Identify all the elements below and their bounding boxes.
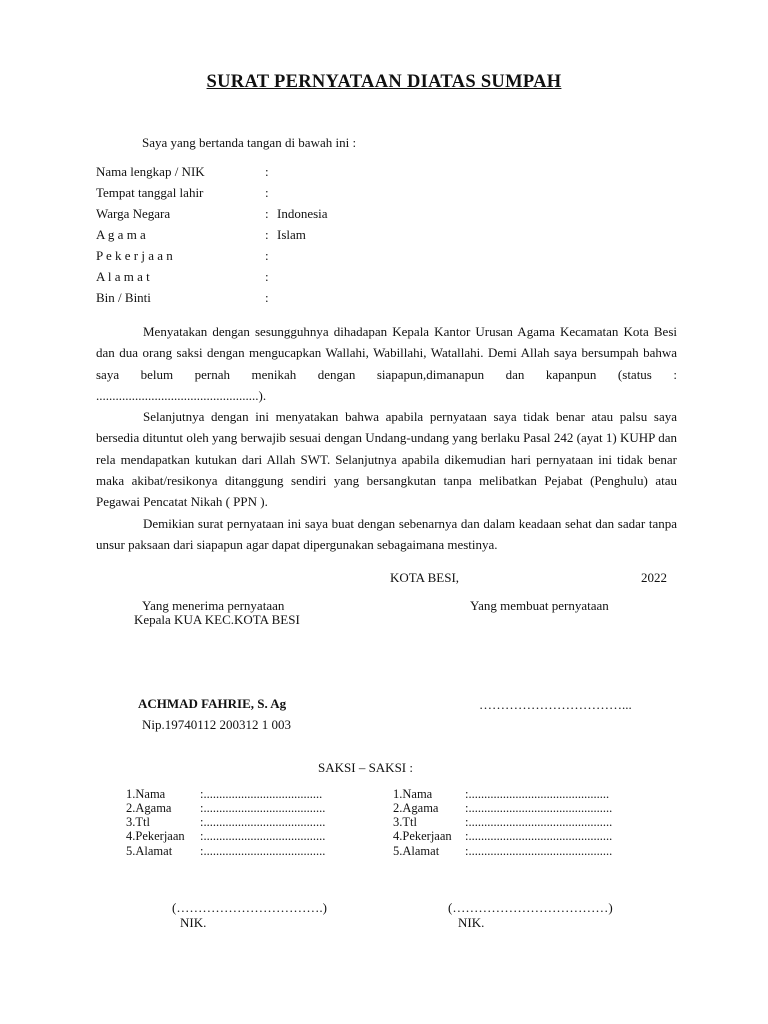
field-colon: : <box>265 290 269 305</box>
document-title: SURAT PERNYATAAN DIATAS SUMPAH <box>206 72 562 92</box>
field-colon: : <box>265 269 269 284</box>
witness-left-label-pekerjaan: 4.Pekerjaan <box>126 829 185 843</box>
witness-right-value-ttl: :.............................................. <box>465 815 613 829</box>
witness-left-label-agama: 2.Agama <box>126 801 172 815</box>
witness-right-value-nama: :............................................. <box>465 787 610 801</box>
witness-right-label-nama: 1.Nama <box>393 787 433 801</box>
witness-left-value-pekerjaan: :....................................... <box>200 829 326 843</box>
place-label: KOTA BESI, <box>390 570 460 585</box>
witness-left-value-ttl: :....................................... <box>200 815 326 829</box>
field-value-agama: Islam <box>277 227 306 242</box>
maker-heading: Yang membuat pernyataan <box>470 598 609 613</box>
field-value-warga-negara: Indonesia <box>277 206 328 221</box>
witness-left-value-nama: :...................................... <box>200 787 323 801</box>
field-label-pekerjaan: P e k e r j a a n <box>96 248 173 263</box>
witness-right-label-pekerjaan: 4.Pekerjaan <box>393 829 452 843</box>
field-colon: : <box>265 227 269 242</box>
witness-left-label-alamat: 5.Alamat <box>126 844 173 858</box>
witness-right-label-agama: 2.Agama <box>393 801 439 815</box>
witness-left-label-ttl: 3.Ttl <box>126 815 150 829</box>
field-colon: : <box>265 248 269 263</box>
closing-paragraph: Demikian surat pernyataan ini saya buat dengan sebenarnya dan dalam keadaan sehat dan sadar tanpa unsur paksaan dari siapapun agar dapat dipergunakan sebagaimana mestinya. <box>96 516 677 553</box>
witness-right-value-pekerjaan: :.............................................. <box>465 829 613 843</box>
field-label-warga-negara: Warga Negara <box>96 206 171 221</box>
receiver-nip: Nip.19740112 200312 1 003 <box>142 717 292 732</box>
witness-left-label-nama: 1.Nama <box>126 787 166 801</box>
receiver-position: Kepala KUA KEC.KOTA BESI <box>134 612 300 627</box>
receiver-heading: Yang menerima pernyataan <box>142 598 285 613</box>
maker-signature-line: ……………………………... <box>479 697 632 712</box>
consequence-paragraph: Selanjutnya dengan ini menyatakan bahwa apabila pernyataan saya tidak benar atau palsu saya bersedia dituntut oleh yang berwajib sesuai dengan Undang-undang yang berlaku Pasal 242 (ayat 1) KUHP dan rela mendapatkan kutukan dari Allah SWT. Selanjutnya apabila dikemudian hari pernyataan ini tidak benar maka akibat/resikonya ditanggung sendiri yang bersangkutan tanpa melibatkan Pejabat (Penghulu) atau Pegawai Pencatat Nikah ( PPN ). <box>96 409 677 510</box>
field-label-agama: A g a m a <box>96 227 146 242</box>
witness-right-label-ttl: 3.Ttl <box>393 815 417 829</box>
field-colon: : <box>265 164 269 179</box>
witness-right-label-alamat: 5.Alamat <box>393 844 440 858</box>
field-colon: : <box>265 185 269 200</box>
witness-left-value-alamat: :....................................... <box>200 844 326 858</box>
receiver-name: ACHMAD FAHRIE, S. Ag <box>138 696 287 711</box>
field-label-alamat: A l a m a t <box>96 269 150 284</box>
witness-right-value-alamat: :.............................................. <box>465 844 613 858</box>
witness-heading: SAKSI – SAKSI : <box>318 760 413 775</box>
witness-right-signature-line: (………………………………) <box>448 900 613 915</box>
field-label-ttl: Tempat tanggal lahir <box>96 185 204 200</box>
witness-left-signature-line: (…………………………….) <box>172 900 327 915</box>
statement-paragraph: Menyatakan dengan sesungguhnya dihadapan Kepala Kantor Urusan Agama Kecamatan Kota Besi dan dua orang saksi dengan mengucapkan Wallahi, Wabillahi, Watallahi. Demi Allah saya bersumpah bahwa saya belum pernah menikah dengan siapapun,dimanapun dan kapanpun (status : ..................................................). <box>96 324 677 403</box>
field-label-bin-binti: Bin / Binti <box>96 290 151 305</box>
intro-text: Saya yang bertanda tangan di bawah ini : <box>142 135 357 150</box>
witness-right-nik: NIK. <box>458 915 485 930</box>
year-label: 2022 <box>641 570 667 585</box>
witness-left-nik: NIK. <box>180 915 207 930</box>
field-label-nama: Nama lengkap / NIK <box>96 164 205 179</box>
field-colon: : <box>265 206 269 221</box>
witness-right-value-agama: :.............................................. <box>465 801 613 815</box>
witness-left-value-agama: :....................................... <box>200 801 326 815</box>
